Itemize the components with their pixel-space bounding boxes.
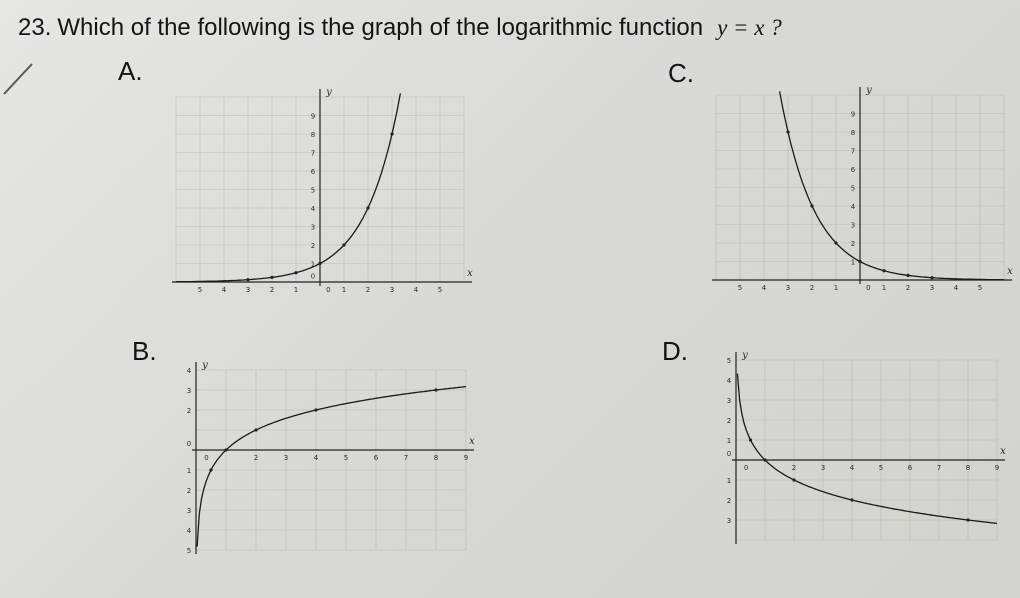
curve-point <box>810 204 813 207</box>
check-mark <box>2 58 42 98</box>
x-tick-label: 3 <box>245 286 251 294</box>
curve-point <box>834 241 837 244</box>
curve-point <box>318 262 321 265</box>
x-tick-label: 5 <box>197 286 203 294</box>
x-tick-label: 5 <box>343 454 349 462</box>
y-tick-label: 7 <box>850 147 856 156</box>
y-tick-label: 5 <box>726 357 732 365</box>
x-tick-label: 2 <box>269 286 275 294</box>
x-tick-label: 1 <box>833 284 839 292</box>
x-tick-label: 6 <box>907 464 913 472</box>
y-tick-label: 1 <box>726 437 732 445</box>
graph-d-plot <box>716 340 1006 580</box>
y-tick-label: 3 <box>726 397 732 405</box>
y-tick-label: 0 <box>726 450 732 458</box>
y-tick-label: 9 <box>850 110 856 119</box>
y-tick-label: 3 <box>850 221 856 230</box>
x-tick-label: 3 <box>929 284 935 292</box>
x-tick-label: 2 <box>365 286 371 294</box>
x-tick-label: 0 <box>743 464 749 472</box>
y-tick-label: 1 <box>186 467 192 475</box>
curve-point <box>930 276 933 279</box>
y-tick-label: 1 <box>850 258 856 267</box>
y-tick-label: 4 <box>726 377 732 385</box>
x-tick-label: 6 <box>373 454 379 462</box>
x-tick-label: 8 <box>965 464 971 472</box>
curve-point <box>966 518 969 521</box>
x-tick-label: 3 <box>283 454 289 462</box>
y-tick-label: 2 <box>186 487 192 495</box>
x-tick-label: 1 <box>881 284 887 292</box>
x-axis-label: x <box>467 268 473 279</box>
curve-point <box>390 132 393 135</box>
y-tick-label: 8 <box>310 131 316 139</box>
curve-point <box>294 271 297 274</box>
y-tick-label: 0 <box>186 440 192 448</box>
y-tick-label: 0 <box>310 272 316 281</box>
curve-point <box>749 438 752 441</box>
curve-point <box>792 478 795 481</box>
y-tick-label: 4 <box>186 527 192 535</box>
x-tick-label: 4 <box>849 464 855 472</box>
x-tick-label: 2 <box>791 464 797 472</box>
y-tick-label: 2 <box>850 240 856 248</box>
curve-point <box>314 408 317 411</box>
y-tick-label: 7 <box>310 149 316 158</box>
question-stem: Which of the following is the graph of the logarithmic function <box>57 14 704 41</box>
option-d-label[interactable]: D. <box>662 336 688 366</box>
graph-d[interactable] <box>716 340 1006 580</box>
function-curve <box>780 91 1004 279</box>
x-tick-label: 1 <box>341 286 347 294</box>
x-tick-label: 2 <box>253 454 259 462</box>
function-curve <box>197 387 469 547</box>
y-tick-label: 2 <box>726 497 732 505</box>
curve-point <box>786 130 789 133</box>
y-tick-label: 4 <box>850 203 856 211</box>
y-tick-label: 9 <box>310 112 316 121</box>
curve-point <box>882 269 885 272</box>
option-b-label[interactable]: B. <box>132 336 157 366</box>
x-tick-label: 3 <box>389 286 395 294</box>
x-tick-label: 5 <box>878 464 884 472</box>
y-tick-label: 6 <box>850 166 856 174</box>
y-tick-label: 3 <box>726 517 732 525</box>
function-curve <box>176 93 400 281</box>
x-tick-label: 5 <box>977 284 983 292</box>
x-tick-label: 0 <box>204 454 209 462</box>
x-axis-label: x <box>1000 446 1006 457</box>
y-tick-label: 5 <box>186 547 192 555</box>
function-expression: y = x ? <box>717 15 782 40</box>
x-tick-label: 4 <box>953 284 959 292</box>
y-tick-label: 4 <box>310 205 316 213</box>
x-tick-label: 4 <box>761 284 767 292</box>
y-tick-label: 2 <box>726 417 732 425</box>
y-tick-label: 4 <box>186 367 192 375</box>
y-tick-label: 2 <box>186 407 192 415</box>
curve-point <box>224 448 227 451</box>
x-tick-label: 3 <box>785 284 791 292</box>
curve-point <box>434 388 437 391</box>
graph-a-plot <box>180 64 480 304</box>
y-tick-label: 1 <box>726 477 732 485</box>
y-tick-label: 3 <box>186 387 192 395</box>
x-tick-label: 0 <box>866 284 871 292</box>
x-tick-label: 4 <box>413 286 419 294</box>
x-axis-label: x <box>469 436 475 447</box>
y-axis-label: y <box>326 87 332 98</box>
curve-point <box>270 276 273 279</box>
y-tick-label: 3 <box>186 507 192 515</box>
question-number: 23. <box>18 14 52 41</box>
x-tick-label: 0 <box>326 286 331 294</box>
graph-c[interactable] <box>710 68 1013 304</box>
curve-point <box>342 243 345 246</box>
y-tick-label: 3 <box>310 223 316 232</box>
graph-a[interactable] <box>180 64 480 304</box>
curve-point <box>850 498 853 501</box>
option-a-label[interactable]: A. <box>118 56 143 86</box>
y-tick-label: 5 <box>850 184 856 193</box>
graph-c-plot <box>710 68 1013 304</box>
y-axis-label: y <box>866 85 872 96</box>
y-tick-label: 6 <box>310 168 316 176</box>
question-text <box>18 14 782 42</box>
function-curve <box>737 374 1000 524</box>
x-tick-label: 7 <box>936 464 942 472</box>
option-c-label[interactable]: C. <box>668 58 694 88</box>
x-tick-label: 1 <box>293 286 299 294</box>
graph-b-plot <box>176 340 476 580</box>
x-tick-label: 4 <box>313 454 319 462</box>
curve-point <box>366 206 369 209</box>
y-tick-label: 5 <box>310 186 316 195</box>
x-tick-label: 3 <box>820 464 826 472</box>
x-axis-label: x <box>1007 266 1013 277</box>
x-tick-label: 2 <box>905 284 911 292</box>
x-tick-label: 5 <box>737 284 743 292</box>
curve-point <box>246 278 249 281</box>
x-tick-label: 9 <box>994 464 1000 472</box>
y-axis-label: y <box>202 360 208 371</box>
curve-point <box>906 274 909 277</box>
y-tick-label: 2 <box>310 242 316 250</box>
x-tick-label: 2 <box>809 284 815 292</box>
y-tick-label: 8 <box>850 129 856 137</box>
x-tick-label: 8 <box>433 454 439 462</box>
x-tick-label: 4 <box>221 286 227 294</box>
graph-b[interactable] <box>176 340 476 580</box>
curve-point <box>763 458 766 461</box>
x-tick-label: 7 <box>403 454 409 462</box>
curve-point <box>858 260 861 263</box>
x-tick-label: 9 <box>463 454 469 462</box>
y-tick-label: 1 <box>310 260 316 269</box>
x-tick-label: 5 <box>437 286 443 294</box>
y-axis-label: y <box>742 350 748 361</box>
curve-point <box>209 468 212 471</box>
curve-point <box>254 428 257 431</box>
